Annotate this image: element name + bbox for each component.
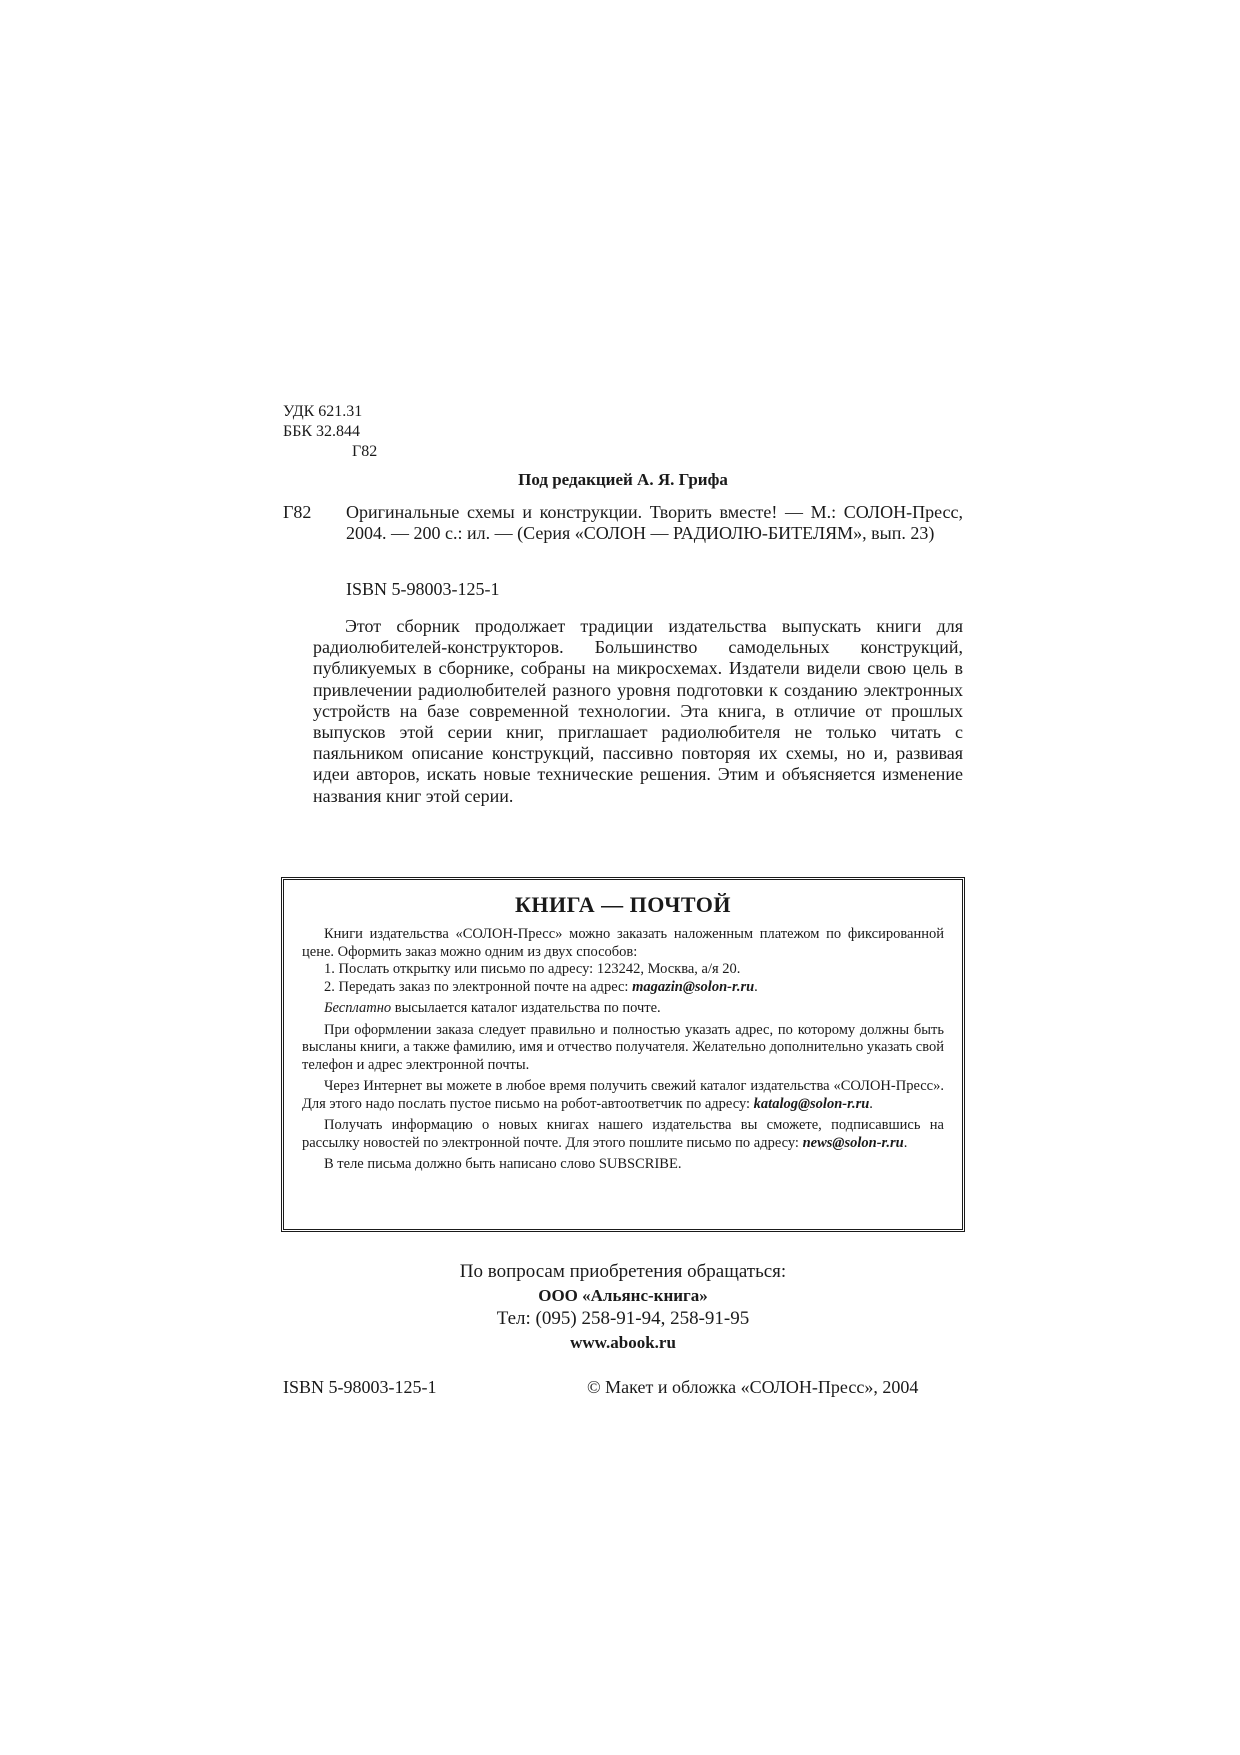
udk-code: УДК 621.31	[283, 403, 363, 420]
free-catalog-note	[302, 1000, 944, 1018]
editor-line: Под редакцией А. Я. Грифа	[518, 470, 728, 489]
order-way-2: 2. Передать заказ по электронной почте на адрес: magazin@solon-r.ru.	[324, 978, 758, 995]
order-email-link[interactable]: magazin@solon-r.ru	[632, 978, 755, 995]
mail-order-intro: Книги издательства «СОЛОН-Пресс» можно заказать наложенным платежом по фиксированной цене. Оформить заказ можно одним из двух способов:	[302, 926, 944, 960]
mail-order-box	[281, 877, 965, 1232]
annotation	[313, 616, 963, 807]
news-text: Получать информацию о новых книгах нашего издательства вы сможете, подписавшись на рассылку новостей по электронной почте. Для этого пошлите письмо по адресу:	[302, 1117, 944, 1151]
contacts-intro: По вопросам приобретения обращаться:	[459, 1261, 787, 1282]
order-way-2-text: 2. Передать заказ по электронной почте на адрес:	[324, 978, 633, 995]
biblio-mark: Г82	[283, 502, 312, 522]
news-note: Получать информацию о новых книгах нашего издательства вы сможете, подписавшись на рассылку новостей по электронной почте. Для этого пошлите письмо по адресу: news@solon-r.ru.	[302, 1117, 944, 1151]
mail-order-title: КНИГА — ПОЧТОЙ	[514, 892, 732, 917]
subscribe-note: В теле письма должно быть написано слово SUBSCRIBE.	[324, 1156, 682, 1172]
catalog-note: Через Интернет вы можете в любое время получить свежий каталог издательства «СОЛОН-Пресс». Для этого надо послать пустое письмо на робот-автоответчик по адресу: katalog@solon-r.ru.	[302, 1078, 944, 1112]
purchase-contacts	[283, 1260, 963, 1354]
order-way-1: 1. Послать открытку или письмо по адресу: 123242, Москва, а/я 20.	[324, 961, 741, 977]
author-mark: Г82	[352, 443, 378, 460]
annotation-text: Этот сборник продолжает традиции издательства выпускать книги для радиолюбителей-конструкторов. Большинство самодельных конструкций, публикуемых в сборнике, собраны на микросхемах. Издатели видели свою цель в привлечении радиолюбителей разного уровня подготовки к созданию электронных устройств на базе современной технологии. Эта книга, в отличие от прошлых выпусков этой серии книг, приглашает радиолюбителя не только читать с паяльником описание конструкций, пассивно повторяя их схемы, но и, развивая идеи авторов, искать новые технические решения. Этим и объясняется изменение названия книг этой серии.	[313, 616, 963, 806]
free-rest: высылается каталог издательства по почте.	[391, 1000, 661, 1016]
biblio-text: Оригинальные схемы и конструкции. Творить вместе! — М.: СОЛОН-Пресс, 2004. — 200 с.: ил. — (Серия «СОЛОН — РАДИОЛЮ-БИТЕЛЯМ», вып. 23)	[346, 502, 963, 543]
free-word: Бесплатно	[324, 1000, 392, 1016]
address-note: При оформлении заказа следует правильно и полностью указать адрес, по которому должны быть высланы книги, а также фамилию, имя и отчество получателя. Желательно дополнительно указать свой телефон и адрес электронной почты.	[302, 1021, 944, 1073]
distributor-name: ООО «Альянс-книга»	[538, 1285, 708, 1305]
bbk-code: ББК 32.844	[283, 423, 361, 440]
classification-codes	[283, 402, 377, 462]
news-email-link[interactable]: news@solon-r.ru	[802, 1134, 904, 1151]
bibliographic-entry	[283, 502, 963, 544]
distributor-phone: Тел: (095) 258-91-94, 258-91-95	[496, 1308, 750, 1329]
footer-isbn: ISBN 5-98003-125-1	[283, 1377, 437, 1397]
copyright-line: © Макет и обложка «СОЛОН-Пресс», 2004	[587, 1377, 919, 1397]
catalog-text: Через Интернет вы можете в любое время получить свежий каталог издательства «СОЛОН-Пресс». Для этого надо послать пустое письмо на робот-автоответчик по адресу:	[302, 1078, 944, 1112]
catalog-email-link[interactable]: katalog@solon-r.ru	[753, 1095, 870, 1112]
biblio-isbn: ISBN 5-98003-125-1	[346, 579, 500, 599]
distributor-site-link[interactable]: www.abook.ru	[570, 1332, 676, 1352]
